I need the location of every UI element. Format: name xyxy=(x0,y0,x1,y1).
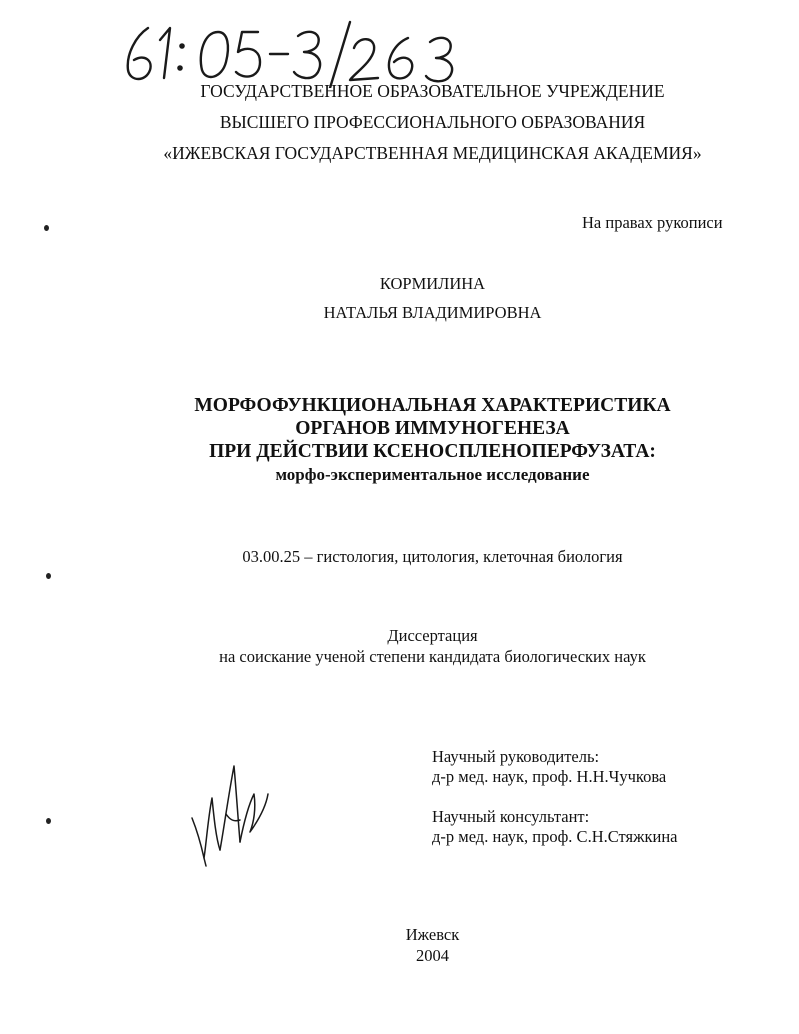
author-surname: КОРМИЛИНА xyxy=(379,274,486,293)
consultant-label: Научный консультант: xyxy=(432,807,590,826)
specialty-code: 03.00.25 – гистология, цитология, клеточная биология xyxy=(242,547,623,566)
handwritten-signature xyxy=(186,758,272,868)
rights-note: На правах рукописи xyxy=(582,213,723,232)
thesis-subtitle: морфо-экспериментальное исследование xyxy=(275,465,590,484)
supervisor-label: Научный руководитель: xyxy=(432,747,600,766)
supervisor-name: д-р мед. наук, проф. Н.Н.Чучкова xyxy=(432,767,667,786)
margin-dot xyxy=(46,573,51,579)
margin-dot xyxy=(46,818,51,824)
thesis-title-line-1: МОРФОФУНКЦИОНАЛЬНАЯ ХАРАКТЕРИСТИКА xyxy=(194,395,671,416)
institution-line-3: «ИЖЕВСКАЯ ГОСУДАРСТВЕННАЯ МЕДИЦИНСКАЯ АКАДЕМИЯ» xyxy=(163,143,702,163)
thesis-title-line-2: ОРГАНОВ ИММУНОГЕНЕЗА xyxy=(295,418,570,439)
institution-line-2: ВЫСШЕГО ПРОФЕССИОНАЛЬНОГО ОБРАЗОВАНИЯ xyxy=(219,112,646,132)
author-name: НАТАЛЬЯ ВЛАДИМИРОВНА xyxy=(323,303,542,322)
handwritten-catalog-code xyxy=(118,18,478,88)
city: Ижевск xyxy=(405,925,460,944)
degree-line-2: на соискание ученой степени кандидата биологических наук xyxy=(219,647,646,666)
degree-line-1: Диссертация xyxy=(387,626,478,645)
thesis-title-line-3: ПРИ ДЕЙСТВИИ КСЕНОСПЛЕНОПЕРФУЗАТА: xyxy=(209,441,656,462)
margin-dot xyxy=(44,225,49,231)
consultant-name: д-р мед. наук, проф. С.Н.Стяжкина xyxy=(432,827,678,846)
institution-line-1: ГОСУДАРСТВЕННОЕ ОБРАЗОВАТЕЛЬНОЕ УЧРЕЖДЕНИЕ xyxy=(200,81,665,101)
year: 2004 xyxy=(416,946,449,965)
